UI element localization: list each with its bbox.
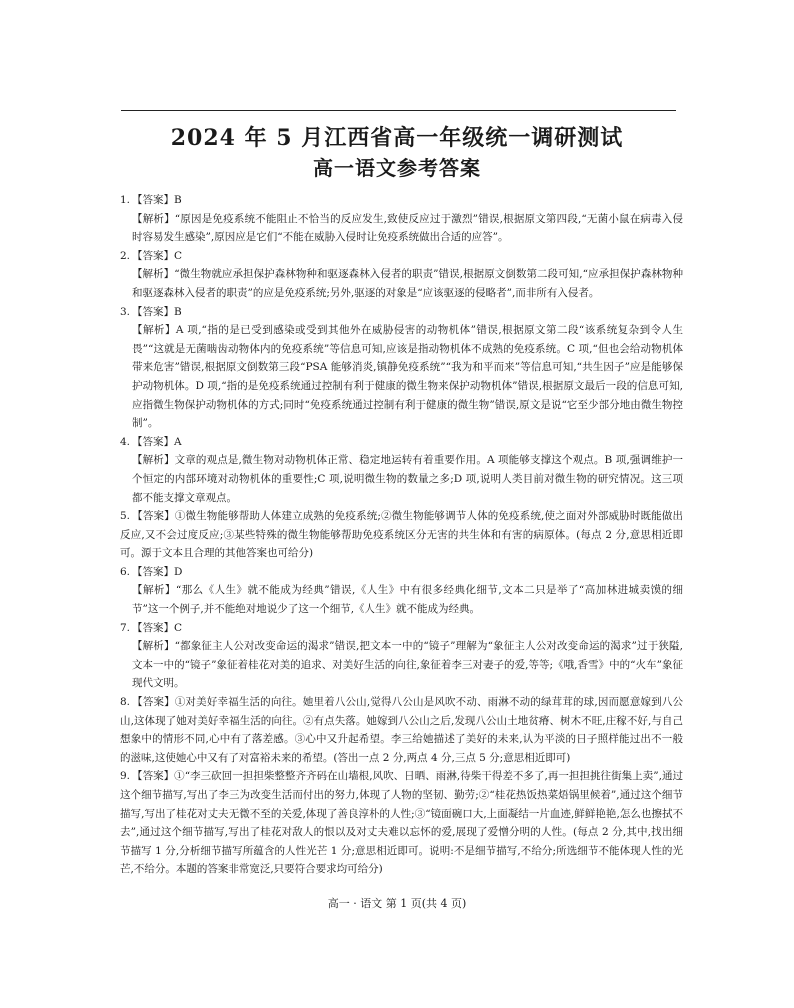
answer-text: 【答案】D [132, 565, 183, 578]
question-number: 5. [120, 510, 131, 523]
page-footer: 高一 · 语文 第 1 页(共 4 页) [327, 897, 467, 910]
question-number: 8. [120, 696, 131, 709]
question-number: 4. [120, 435, 131, 448]
question-item-1 [120, 191, 683, 247]
answer-text: 【答案】C [132, 621, 183, 634]
explanation-text: 【解析】“那么《人生》就不能成为经典”错误,《人生》中有很多经典化细节,文本二只是举了“高加林进城卖馍的细节”这一个例子,并不能绝对地说少了这一个细节,《人生》就不能成为经典。 [132, 584, 683, 616]
question-item-3 [120, 303, 683, 433]
question-item-9 [120, 767, 683, 879]
question-number: 6. [120, 565, 131, 578]
question-item-4 [120, 433, 683, 507]
explanation-text: 【解析】“微生物就应承担保护森林物种和驱逐森林入侵者的职责”错误,根据原文倒数第二段可知,“应承担保护森林物种和驱逐森林入侵者的职责”的应是免疫系统;另外,驱逐的对象是“应该驱逐的侵略者”,而非所有入侵者。 [132, 268, 683, 299]
explanation-text: 【解析】“原因是免疫系统不能阻止不恰当的反应发生,致使反应过于激烈”错误,根据原文第四段,“无菌小鼠在病毒入侵时容易发生感染”,原因应是它们“不能在威胁入侵时让免疫系统做出合适的应答”。 [132, 212, 683, 244]
document-title: 2024 年 5 月江西省高一年级统一调研测试 [170, 125, 624, 151]
answer-text: 【答案】①对美好幸福生活的向往。她里着八公山,觉得八公山是风吹不动、雨淋不动的绿茸茸的球,因而愿意嫁到八公山,这体现了她对美好幸福生活的向往。②有点失落。她嫁到八公山之后,发现八公山土地贫瘠、树木不旺,庄稼不好,与自己想象中的情形不同,心中有了落差感。③心中又升起希望。李三给她描述了美好的未来,认为平淡的日子照样能过出不一般的滋味,这使她心中又有了对富裕未来的希望。(答出一点 2 分,两点 4 分,三点 5 分;意思相近即可) [120, 696, 683, 764]
question-number: 7. [120, 621, 131, 634]
explanation-text: 【解析】文章的观点是,微生物对动物机体正常、稳定地运转有着重要作用。A 项能够支撑这个观点。B 项,强调维护一个恒定的内部环境对动物机体的重要性;C 项,说明微生物的数量之多;D 项,说明人类目前对微生物的研究情况。这三项都不能支撑文章观点。 [132, 454, 683, 504]
question-item-8 [120, 693, 683, 767]
document-subtitle: 高一语文参考答案 [313, 156, 481, 180]
answer-text: 【答案】B [132, 305, 182, 318]
explanation-text: 【解析】A 项,“指的是已受到感染或受到其他外在威胁侵害的动物机体”错误,根据原文第二段“该系统复杂到令人生畏”“这就是无菌啮齿动物体内的免疫系统”等信息可知,应该是指动物机体不成熟的免疫系统。C 项,“但也会给动物机体带来危害”错误,根据原文倒数第三段“PSA 能够消炎,镇静免疫系统”“我为和平而来”等信息可知,“共生因子”应是能够保护动物机体。D 项,“指的是免疫系统通过控制有利于健康的微生物来保护动物机体”错误,根据原文最后一段的信息可知,应指微生物保护动物机体的方式;同时“免疫系统通过控制有利于健康的微生物”错误,原文是说“它至少部分地由微生物控制”。 [132, 324, 683, 430]
question-number: 9. [120, 770, 131, 783]
question-number: 3. [120, 305, 131, 318]
question-item-6 [120, 563, 683, 619]
answer-text: 【答案】①“李三砍回一担担柴整整齐齐码在山墙根,风吹、日晒、雨淋,待柴干得差不多了,再一担担挑往街集上卖”,通过这个细节描写,写出了李三为改变生活而付出的努力,体现了人物的坚韧、勤劳;②“桂花热饭热菜焐锅里候着”,通过这个细节描写,写出了桂花对丈夫无微不至的关爱,体现了善良淳朴的人性;③“镜面碗口大,上面凝结一片血迹,鲜鲜艳艳,怎么也擦拭不去”,通过这个细节描写,写出了桂花对敌人的恨以及对丈夫难以忘怀的爱,展现了爱憎分明的人性。(每点 2 分,其中,找出细节描写 1 分,分析细节描写所蕴含的人性光芒 1 分;意思相近即可。说明:不是细节描写,不给分;所选细节不能体现人性的光芒,不给分。本题的答案非常宽泛,只要符合要求均可给分) [120, 770, 683, 876]
question-item-2 [120, 247, 683, 303]
question-item-5 [120, 507, 683, 563]
question-number: 1. [120, 194, 131, 206]
question-number: 2. [120, 249, 131, 262]
answer-text: 【答案】C [132, 249, 183, 262]
explanation-text: 【解析】“都象征主人公对改变命运的渴求”错误,把文本一中的“镜子”理解为“象征主人公对改变命运的渴求”过于狭隘,文本一中的“镜子”象征着桂花对美的追求、对美好生活的向往,象征着李三对妻子的爱,等等;《哦,香雪》中的“火车”象征现代文明。 [132, 640, 683, 690]
answer-text: 【答案】A [132, 435, 182, 448]
question-item-7 [120, 619, 683, 693]
header-rule [121, 110, 676, 111]
answer-text: 【答案】①微生物能够帮助人体建立成熟的免疫系统;②微生物能够调节人体的免疫系统,使之面对外部威胁时既能做出反应,又不会过度反应;③某些特殊的微生物能够帮助免疫系统区分无害的共生体和有害的病原体。(每点 2 分,意思相近即可。源于文本且合理的其他答案也可给分) [120, 510, 683, 560]
answer-text: 【答案】B [132, 194, 182, 206]
answer-list [120, 191, 683, 879]
